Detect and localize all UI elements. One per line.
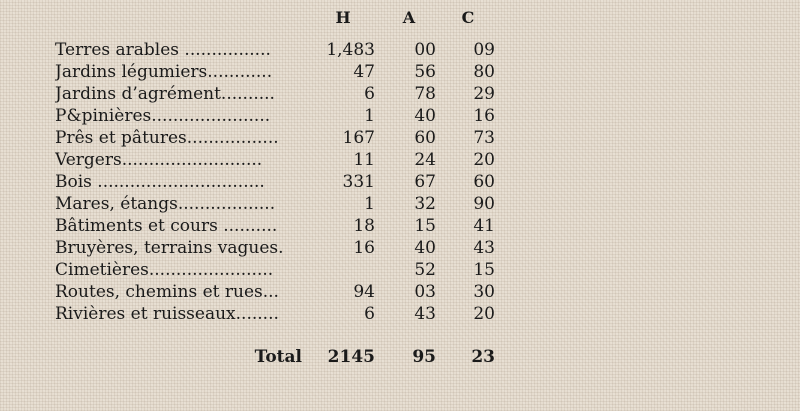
centiares-value: 16 bbox=[473, 106, 495, 126]
total-centiares: 23 bbox=[471, 347, 495, 367]
row-label: Mares, étangs.................. bbox=[55, 194, 276, 214]
table-row bbox=[0, 171, 800, 193]
table-row bbox=[0, 105, 800, 127]
total-row bbox=[0, 346, 800, 368]
centiares-value: 60 bbox=[473, 172, 495, 192]
table-row bbox=[0, 83, 800, 105]
hectares-value: 6 bbox=[364, 84, 375, 104]
row-label: Bruyères, terrains vagues. bbox=[55, 238, 284, 258]
row-label: Vergers.......................... bbox=[55, 150, 263, 170]
table-row bbox=[0, 259, 800, 281]
total-label: Total bbox=[254, 347, 302, 367]
ares-value: 78 bbox=[414, 84, 436, 104]
hectares-value: 1 bbox=[364, 194, 375, 214]
ares-value: 00 bbox=[414, 40, 436, 60]
row-label: Jardins d’agrément.......... bbox=[55, 84, 275, 104]
hectares-value: 167 bbox=[342, 128, 375, 148]
hectares-value: 331 bbox=[342, 172, 375, 192]
row-label: Terres arables ................ bbox=[55, 40, 271, 60]
ares-value: 67 bbox=[414, 172, 436, 192]
column-header-h: H bbox=[335, 8, 351, 27]
hectares-value: 6 bbox=[364, 304, 375, 324]
ares-value: 56 bbox=[414, 62, 436, 82]
hectares-value: 11 bbox=[353, 150, 375, 170]
row-label: Jardins légumiers............ bbox=[55, 62, 273, 82]
column-header-a: A bbox=[402, 8, 416, 27]
table-row bbox=[0, 61, 800, 83]
hectares-value: 1 bbox=[364, 106, 375, 126]
row-label: Routes, chemins et rues... bbox=[55, 282, 279, 302]
table-row bbox=[0, 303, 800, 325]
centiares-value: 80 bbox=[473, 62, 495, 82]
centiares-value: 43 bbox=[473, 238, 495, 258]
total-ares: 95 bbox=[412, 347, 436, 367]
centiares-value: 73 bbox=[473, 128, 495, 148]
row-label: P&pinières...................... bbox=[55, 106, 271, 126]
table-row bbox=[0, 237, 800, 259]
ares-value: 40 bbox=[414, 238, 436, 258]
hectares-value: 1,483 bbox=[326, 40, 375, 60]
land-use-table bbox=[0, 39, 800, 325]
ares-value: 15 bbox=[414, 216, 436, 236]
ares-value: 40 bbox=[414, 106, 436, 126]
centiares-value: 41 bbox=[473, 216, 495, 236]
centiares-value: 29 bbox=[473, 84, 495, 104]
table-row bbox=[0, 127, 800, 149]
ares-value: 32 bbox=[414, 194, 436, 214]
hectares-value: 47 bbox=[353, 62, 375, 82]
centiares-value: 15 bbox=[473, 260, 495, 280]
total-hectares: 2145 bbox=[327, 347, 375, 367]
ares-value: 60 bbox=[414, 128, 436, 148]
table-row bbox=[0, 215, 800, 237]
table-row bbox=[0, 193, 800, 215]
row-label: Rivières et ruisseaux........ bbox=[55, 304, 279, 324]
centiares-value: 09 bbox=[473, 40, 495, 60]
table-row bbox=[0, 149, 800, 171]
ares-value: 24 bbox=[414, 150, 436, 170]
ares-value: 43 bbox=[414, 304, 436, 324]
ares-value: 03 bbox=[414, 282, 436, 302]
column-header-c: C bbox=[461, 8, 475, 27]
centiares-value: 90 bbox=[473, 194, 495, 214]
hectares-value: 18 bbox=[353, 216, 375, 236]
table-row bbox=[0, 281, 800, 303]
table-row bbox=[0, 39, 800, 61]
row-label: Prês et pâtures................. bbox=[55, 128, 279, 148]
row-label: Bâtiments et cours .......... bbox=[55, 216, 278, 236]
hectares-value: 16 bbox=[353, 238, 375, 258]
hectares-value: 94 bbox=[353, 282, 375, 302]
centiares-value: 30 bbox=[473, 282, 495, 302]
row-label: Bois ............................... bbox=[55, 172, 265, 192]
row-label: Cimetières....................... bbox=[55, 260, 274, 280]
centiares-value: 20 bbox=[473, 150, 495, 170]
ares-value: 52 bbox=[414, 260, 436, 280]
centiares-value: 20 bbox=[473, 304, 495, 324]
